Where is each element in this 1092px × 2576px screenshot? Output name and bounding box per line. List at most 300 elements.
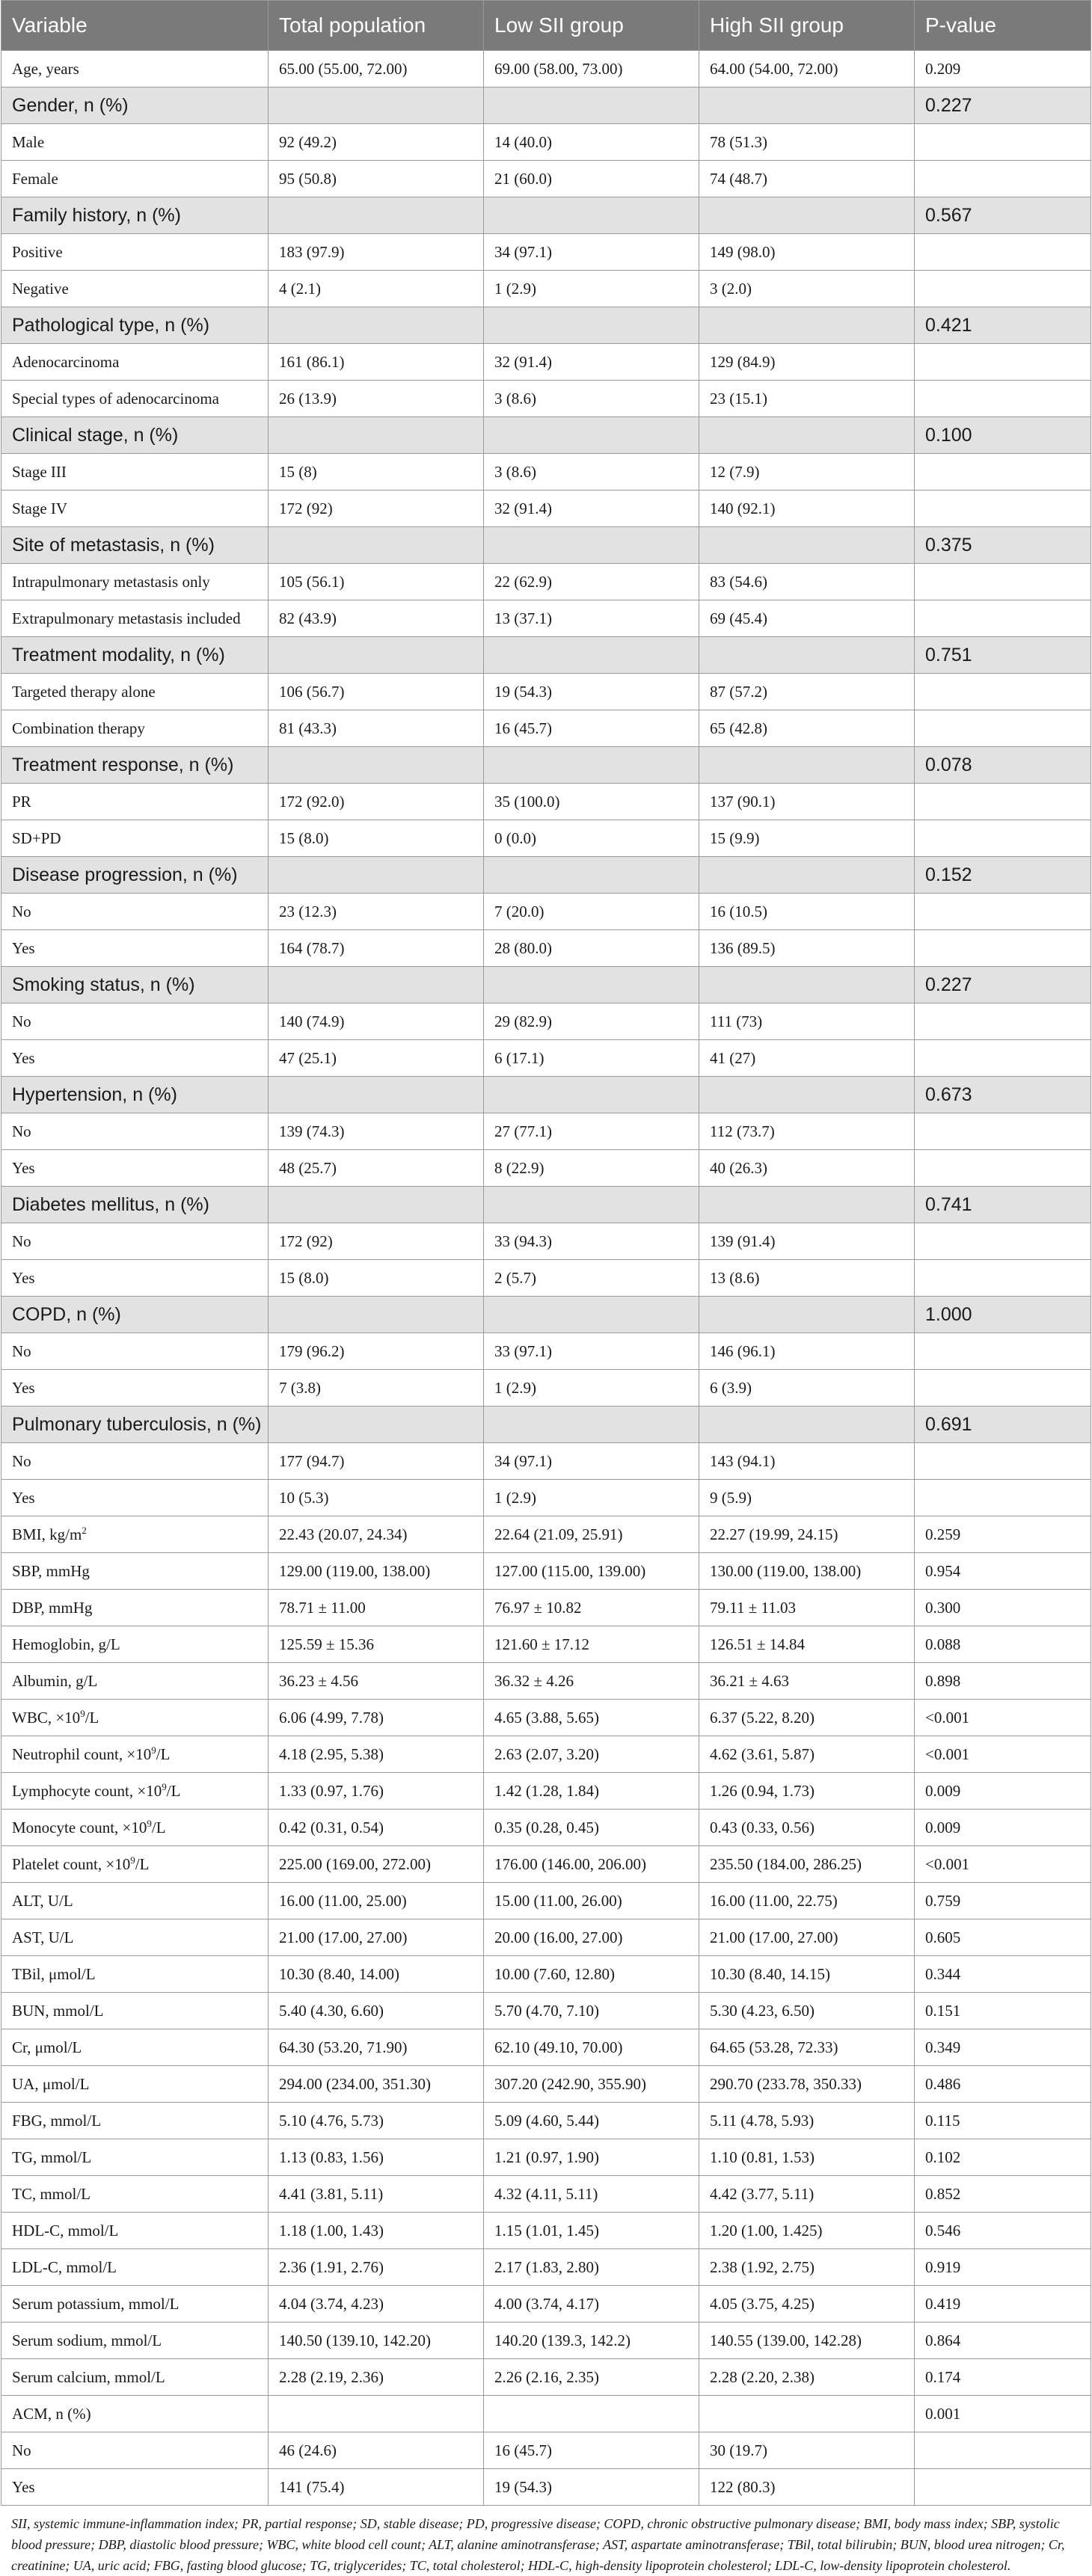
cell-total-population: 177 (94.7) <box>269 1443 484 1480</box>
cell-variable: Adenocarcinoma <box>1 344 269 381</box>
cell-total-population: 5.10 (4.76, 5.73) <box>269 2103 484 2139</box>
cell-high-sii: 30 (19.7) <box>699 2432 915 2469</box>
table-row <box>1 1260 1091 1297</box>
cell-total-population: 164 (78.7) <box>269 930 484 967</box>
cell-high-sii <box>699 637 915 674</box>
table-row <box>1 1810 1091 1846</box>
cell-high-sii: 126.51 ± 14.84 <box>699 1626 915 1663</box>
table-row <box>1 491 1091 527</box>
cell-low-sii: 3 (8.6) <box>484 381 699 417</box>
cell-high-sii: 40 (26.3) <box>699 1150 915 1187</box>
cell-total-population: 4.41 (3.81, 5.11) <box>269 2176 484 2213</box>
cell-total-population: 92 (49.2) <box>269 124 484 161</box>
cell-low-sii: 33 (97.1) <box>484 1333 699 1370</box>
cell-high-sii: 140 (92.1) <box>699 491 915 527</box>
cell-p-value <box>915 1150 1091 1187</box>
cell-low-sii: 0 (0.0) <box>484 820 699 857</box>
cell-p-value: 0.152 <box>915 857 1091 894</box>
cell-variable: Hypertension, n (%) <box>1 1077 269 1113</box>
table-row <box>1 1590 1091 1626</box>
cell-low-sii: 36.32 ± 4.26 <box>484 1663 699 1700</box>
cell-low-sii: 4.00 (3.74, 4.17) <box>484 2286 699 2323</box>
cell-low-sii <box>484 197 699 234</box>
cell-total-population <box>269 1407 484 1443</box>
cell-low-sii <box>484 1407 699 1443</box>
cell-high-sii: 146 (96.1) <box>699 1333 915 1370</box>
cell-variable: Serum sodium, mmol/L <box>1 2323 269 2359</box>
cell-total-population: 140 (74.9) <box>269 1003 484 1040</box>
table-row <box>1 2469 1091 2506</box>
cell-low-sii: 2.26 (2.16, 2.35) <box>484 2359 699 2396</box>
table-row <box>1 784 1091 820</box>
cell-variable: PR <box>1 784 269 820</box>
cell-variable: LDL-C, mmol/L <box>1 2249 269 2286</box>
cell-low-sii: 19 (54.3) <box>484 674 699 710</box>
cell-low-sii: 7 (20.0) <box>484 894 699 930</box>
cell-low-sii: 34 (97.1) <box>484 1443 699 1480</box>
cell-low-sii: 33 (94.3) <box>484 1223 699 1260</box>
cell-p-value <box>915 234 1091 271</box>
cell-p-value: 0.852 <box>915 2176 1091 2213</box>
table-row <box>1 51 1091 87</box>
cell-low-sii <box>484 2396 699 2432</box>
cell-variable: Male <box>1 124 269 161</box>
cell-high-sii: 149 (98.0) <box>699 234 915 271</box>
cell-high-sii: 79.11 ± 11.03 <box>699 1590 915 1626</box>
cell-variable: DBP, mmHg <box>1 1590 269 1626</box>
table-row <box>1 1223 1091 1260</box>
cell-p-value <box>915 1223 1091 1260</box>
cell-variable: Lymphocyte count, $\times 10^9/L$ <box>1 1773 269 1810</box>
cell-high-sii <box>699 197 915 234</box>
cell-variable: Negative <box>1 271 269 307</box>
cell-total-population <box>269 1297 484 1333</box>
cell-p-value: 0.344 <box>915 1956 1091 1993</box>
cell-variable: WBC, $\times 10^9/L$ <box>1 1700 269 1736</box>
cell-p-value <box>915 930 1091 967</box>
cell-high-sii: 13 (8.6) <box>699 1260 915 1297</box>
cell-p-value: 0.102 <box>915 2139 1091 2176</box>
cell-total-population: 1.18 (1.00, 1.43) <box>269 2213 484 2249</box>
cell-high-sii: 23 (15.1) <box>699 381 915 417</box>
cell-variable: Serum calcium, mmol/L <box>1 2359 269 2396</box>
cell-variable: Diabetes mellitus, n (%) <box>1 1187 269 1223</box>
cell-total-population <box>269 967 484 1003</box>
cell-p-value <box>915 1260 1091 1297</box>
cell-low-sii: 32 (91.4) <box>484 344 699 381</box>
cell-low-sii: 4.65 (3.88, 5.65) <box>484 1700 699 1736</box>
cell-variable: Yes <box>1 930 269 967</box>
cell-p-value: 0.001 <box>915 2396 1091 2432</box>
table-row <box>1 161 1091 197</box>
cell-variable: ACM, n (%) <box>1 2396 269 2432</box>
table-category-row <box>1 1077 1091 1113</box>
cell-high-sii: 64.65 (53.28, 72.33) <box>699 2029 915 2066</box>
table-row <box>1 1113 1091 1150</box>
cell-variable: Clinical stage, n (%) <box>1 417 269 454</box>
cell-p-value: 0.209 <box>915 51 1091 87</box>
cell-total-population: 10 (5.3) <box>269 1480 484 1516</box>
cell-total-population: 2.28 (2.19, 2.36) <box>269 2359 484 2396</box>
cell-p-value <box>915 1003 1091 1040</box>
cell-total-population <box>269 307 484 344</box>
cell-total-population: 81 (43.3) <box>269 710 484 747</box>
cell-high-sii: 4.62 (3.61, 5.87) <box>699 1736 915 1773</box>
cell-total-population: 15 (8.0) <box>269 820 484 857</box>
cell-low-sii: 1 (2.9) <box>484 1370 699 1407</box>
cell-variable: BMI, $kg/m^2$ <box>1 1516 269 1553</box>
cell-p-value <box>915 784 1091 820</box>
table-body <box>1 51 1091 2506</box>
cell-variable: Targeted therapy alone <box>1 674 269 710</box>
cell-high-sii: 22.27 (19.99, 24.15) <box>699 1516 915 1553</box>
cell-high-sii: 74 (48.7) <box>699 161 915 197</box>
cell-high-sii: 140.55 (139.00, 142.28) <box>699 2323 915 2359</box>
table-row <box>1 2103 1091 2139</box>
cell-high-sii <box>699 527 915 564</box>
header-variable: Variable <box>1 1 269 51</box>
cell-high-sii: 5.11 (4.78, 5.93) <box>699 2103 915 2139</box>
cell-low-sii: 307.20 (242.90, 355.90) <box>484 2066 699 2103</box>
cell-total-population <box>269 197 484 234</box>
cell-low-sii: 20.00 (16.00, 27.00) <box>484 1919 699 1956</box>
cell-low-sii: 1 (2.9) <box>484 1480 699 1516</box>
cell-p-value: 0.673 <box>915 1077 1091 1113</box>
cell-variable: FBG, mmol/L <box>1 2103 269 2139</box>
cell-high-sii: 1.26 (0.94, 1.73) <box>699 1773 915 1810</box>
table-category-row <box>1 857 1091 894</box>
cell-total-population: 1.33 (0.97, 1.76) <box>269 1773 484 1810</box>
cell-low-sii <box>484 1077 699 1113</box>
cell-variable: No <box>1 2432 269 2469</box>
table-row <box>1 1993 1091 2029</box>
cell-low-sii: 34 (97.1) <box>484 234 699 271</box>
cell-low-sii: 35 (100.0) <box>484 784 699 820</box>
cell-high-sii: 6.37 (5.22, 8.20) <box>699 1700 915 1736</box>
cell-p-value: 0.174 <box>915 2359 1091 2396</box>
cell-low-sii <box>484 417 699 454</box>
table-category-row <box>1 197 1091 234</box>
cell-low-sii: 22.64 (21.09, 25.91) <box>484 1516 699 1553</box>
cell-p-value: 0.227 <box>915 967 1091 1003</box>
cell-high-sii <box>699 1407 915 1443</box>
cell-p-value <box>915 2469 1091 2506</box>
table-row <box>1 1956 1091 1993</box>
cell-total-population: 5.40 (4.30, 6.60) <box>269 1993 484 2029</box>
cell-total-population: 139 (74.3) <box>269 1113 484 1150</box>
cell-total-population: 22.43 (20.07, 24.34) <box>269 1516 484 1553</box>
cell-low-sii: 28 (80.0) <box>484 930 699 967</box>
cell-p-value: 0.954 <box>915 1553 1091 1590</box>
table-category-row <box>1 1187 1091 1223</box>
cell-variable: Yes <box>1 1040 269 1077</box>
table-row <box>1 1370 1091 1407</box>
cell-total-population: 172 (92.0) <box>269 784 484 820</box>
cell-high-sii: 64.00 (54.00, 72.00) <box>699 51 915 87</box>
cell-low-sii: 32 (91.4) <box>484 491 699 527</box>
cell-high-sii: 5.30 (4.23, 6.50) <box>699 1993 915 2029</box>
cell-p-value: 0.227 <box>915 87 1091 124</box>
cell-high-sii: 78 (51.3) <box>699 124 915 161</box>
header-low-sii-group: Low SII group <box>484 1 699 51</box>
cell-low-sii: 14 (40.0) <box>484 124 699 161</box>
table-footnote: SII, systemic immune-inflammation index; PR, partial response; SD, stable disease; PD, progressive disease; COPD, chronic obstructive pulmonary disease; BMI, body mass index; SBP, systolic blood pressure; DBP, diastolic blood pressure; WBC, white blood cell count; ALT, alanine aminotransferase; AST, aspartate aminotransferase; TBil, total bilirubin; BUN, blood urea nitrogen; Cr, creatinine; UA, uric acid; FBG, fasting blood glucose; TG, triglycerides; TC, total cholesterol; HDL-C, high-density lipoprotein cholesterol; LDL-C, low-density lipoprotein cholesterol. <box>11 2516 1065 2573</box>
cell-total-population: 161 (86.1) <box>269 344 484 381</box>
table-row <box>1 1516 1091 1553</box>
cell-p-value: 0.259 <box>915 1516 1091 1553</box>
cell-low-sii: 15.00 (11.00, 26.00) <box>484 1883 699 1919</box>
cell-p-value: <0.001 <box>915 1846 1091 1883</box>
table-category-row <box>1 417 1091 454</box>
table-category-row <box>1 87 1091 124</box>
cell-variable: Disease progression, n (%) <box>1 857 269 894</box>
cell-total-population: 105 (56.1) <box>269 564 484 600</box>
cell-p-value: 0.009 <box>915 1810 1091 1846</box>
header-p-value: P-value <box>915 1 1091 51</box>
table-row <box>1 1736 1091 1773</box>
table-row <box>1 2432 1091 2469</box>
cell-variable: ALT, U/L <box>1 1883 269 1919</box>
cell-total-population: 1.13 (0.83, 1.56) <box>269 2139 484 2176</box>
cell-total-population <box>269 87 484 124</box>
cell-low-sii: 69.00 (58.00, 73.00) <box>484 51 699 87</box>
cell-p-value <box>915 2432 1091 2469</box>
cell-low-sii <box>484 637 699 674</box>
cell-low-sii: 2.63 (2.07, 3.20) <box>484 1736 699 1773</box>
cell-high-sii: 130.00 (119.00, 138.00) <box>699 1553 915 1590</box>
cell-total-population: 23 (12.3) <box>269 894 484 930</box>
cell-high-sii: 112 (73.7) <box>699 1113 915 1150</box>
cell-p-value <box>915 271 1091 307</box>
cell-variable: Serum potassium, mmol/L <box>1 2286 269 2323</box>
cell-low-sii: 140.20 (139.3, 142.2) <box>484 2323 699 2359</box>
cell-total-population <box>269 527 484 564</box>
cell-high-sii: 136 (89.5) <box>699 930 915 967</box>
cell-low-sii <box>484 967 699 1003</box>
cell-high-sii: 12 (7.9) <box>699 454 915 491</box>
cell-high-sii: 4.05 (3.75, 4.25) <box>699 2286 915 2323</box>
cell-p-value: 0.605 <box>915 1919 1091 1956</box>
cell-total-population <box>269 747 484 784</box>
table-header-row <box>1 1 1091 51</box>
cell-low-sii: 127.00 (115.00, 139.00) <box>484 1553 699 1590</box>
cell-p-value: 0.088 <box>915 1626 1091 1663</box>
table-row <box>1 1883 1091 1919</box>
table-row <box>1 344 1091 381</box>
cell-p-value: 0.115 <box>915 2103 1091 2139</box>
cell-high-sii: 87 (57.2) <box>699 674 915 710</box>
cell-low-sii <box>484 527 699 564</box>
table-category-row <box>1 527 1091 564</box>
cell-total-population <box>269 417 484 454</box>
baseline-characteristics-table <box>1 0 1091 2506</box>
cell-low-sii <box>484 857 699 894</box>
cell-variable: Special types of adenocarcinoma <box>1 381 269 417</box>
table-row <box>1 1773 1091 1810</box>
cell-total-population: 46 (24.6) <box>269 2432 484 2469</box>
cell-low-sii: 8 (22.9) <box>484 1150 699 1187</box>
cell-high-sii: 122 (80.3) <box>699 2469 915 2506</box>
cell-high-sii <box>699 747 915 784</box>
cell-p-value <box>915 124 1091 161</box>
table-row <box>1 1919 1091 1956</box>
cell-low-sii <box>484 307 699 344</box>
cell-variable: TBil, μmol/L <box>1 1956 269 1993</box>
cell-variable: No <box>1 894 269 930</box>
cell-total-population: 82 (43.9) <box>269 600 484 637</box>
cell-high-sii: 69 (45.4) <box>699 600 915 637</box>
cell-p-value: 0.100 <box>915 417 1091 454</box>
cell-high-sii <box>699 967 915 1003</box>
cell-low-sii: 5.09 (4.60, 5.44) <box>484 2103 699 2139</box>
cell-total-population: 95 (50.8) <box>269 161 484 197</box>
cell-p-value: 0.375 <box>915 527 1091 564</box>
header-high-sii-group: High SII group <box>699 1 915 51</box>
cell-variable: Intrapulmonary metastasis only <box>1 564 269 600</box>
cell-p-value: 0.919 <box>915 2249 1091 2286</box>
table-row <box>1 2139 1091 2176</box>
cell-variable: Treatment response, n (%) <box>1 747 269 784</box>
cell-high-sii: 129 (84.9) <box>699 344 915 381</box>
cell-low-sii: 29 (82.9) <box>484 1003 699 1040</box>
cell-total-population: 10.30 (8.40, 14.00) <box>269 1956 484 1993</box>
cell-variable: Neutrophil count, $\times 10^9/L$ <box>1 1736 269 1773</box>
table-row <box>1 2029 1091 2066</box>
cell-total-population: 4.04 (3.74, 4.23) <box>269 2286 484 2323</box>
table-row <box>1 2176 1091 2213</box>
table-row <box>1 1040 1091 1077</box>
cell-high-sii: 36.21 ± 4.63 <box>699 1663 915 1700</box>
cell-variable: Positive <box>1 234 269 271</box>
cell-low-sii: 21 (60.0) <box>484 161 699 197</box>
cell-p-value: 0.078 <box>915 747 1091 784</box>
cell-low-sii: 19 (54.3) <box>484 2469 699 2506</box>
table-category-row <box>1 1407 1091 1443</box>
table-row <box>1 564 1091 600</box>
cell-low-sii: 27 (77.1) <box>484 1113 699 1150</box>
cell-high-sii: 290.70 (233.78, 350.33) <box>699 2066 915 2103</box>
cell-variable: BUN, mmol/L <box>1 1993 269 2029</box>
table-category-row <box>1 637 1091 674</box>
cell-high-sii: 9 (5.9) <box>699 1480 915 1516</box>
table-category-row <box>1 747 1091 784</box>
cell-p-value: 1.000 <box>915 1297 1091 1333</box>
cell-total-population: 15 (8) <box>269 454 484 491</box>
cell-total-population: 172 (92) <box>269 1223 484 1260</box>
cell-low-sii: 2.17 (1.83, 2.80) <box>484 2249 699 2286</box>
cell-variable: COPD, n (%) <box>1 1297 269 1333</box>
cell-high-sii: 10.30 (8.40, 14.15) <box>699 1956 915 1993</box>
table-row <box>1 2396 1091 2432</box>
cell-p-value <box>915 161 1091 197</box>
cell-variable: Gender, n (%) <box>1 87 269 124</box>
cell-p-value: <0.001 <box>915 1700 1091 1736</box>
cell-variable: SD+PD <box>1 820 269 857</box>
table-row <box>1 381 1091 417</box>
cell-p-value <box>915 1443 1091 1480</box>
cell-variable: Extrapulmonary metastasis included <box>1 600 269 637</box>
cell-p-value <box>915 564 1091 600</box>
cell-low-sii <box>484 747 699 784</box>
cell-high-sii: 83 (54.6) <box>699 564 915 600</box>
table-row <box>1 1700 1091 1736</box>
cell-low-sii <box>484 1187 699 1223</box>
cell-low-sii: 0.35 (0.28, 0.45) <box>484 1810 699 1846</box>
table-row <box>1 820 1091 857</box>
table-row <box>1 454 1091 491</box>
cell-low-sii: 1.15 (1.01, 1.45) <box>484 2213 699 2249</box>
cell-high-sii: 3 (2.0) <box>699 271 915 307</box>
cell-p-value: 0.419 <box>915 2286 1091 2323</box>
table-row <box>1 1003 1091 1040</box>
cell-total-population: 47 (25.1) <box>269 1040 484 1077</box>
cell-p-value <box>915 1370 1091 1407</box>
cell-p-value <box>915 820 1091 857</box>
cell-total-population: 48 (25.7) <box>269 1150 484 1187</box>
cell-p-value: 0.751 <box>915 637 1091 674</box>
cell-high-sii: 65 (42.8) <box>699 710 915 747</box>
cell-variable: Yes <box>1 1480 269 1516</box>
cell-total-population: 141 (75.4) <box>269 2469 484 2506</box>
cell-p-value <box>915 894 1091 930</box>
cell-high-sii <box>699 857 915 894</box>
cell-high-sii: 6 (3.9) <box>699 1370 915 1407</box>
cell-p-value <box>915 674 1091 710</box>
cell-low-sii: 176.00 (146.00, 206.00) <box>484 1846 699 1883</box>
cell-low-sii <box>484 1297 699 1333</box>
table-row <box>1 930 1091 967</box>
cell-high-sii: 41 (27) <box>699 1040 915 1077</box>
cell-variable: Family history, n (%) <box>1 197 269 234</box>
cell-low-sii: 16 (45.7) <box>484 710 699 747</box>
table-row <box>1 1150 1091 1187</box>
cell-variable: Treatment modality, n (%) <box>1 637 269 674</box>
cell-variable: Cr, μmol/L <box>1 2029 269 2066</box>
cell-p-value: 0.486 <box>915 2066 1091 2103</box>
table-row <box>1 1443 1091 1480</box>
cell-p-value: 0.349 <box>915 2029 1091 2066</box>
table-row <box>1 271 1091 307</box>
cell-total-population <box>269 1187 484 1223</box>
table-row <box>1 1553 1091 1590</box>
cell-low-sii: 3 (8.6) <box>484 454 699 491</box>
cell-p-value <box>915 1333 1091 1370</box>
cell-total-population: 179 (96.2) <box>269 1333 484 1370</box>
cell-total-population: 15 (8.0) <box>269 1260 484 1297</box>
cell-total-population <box>269 857 484 894</box>
cell-high-sii <box>699 417 915 454</box>
table-row <box>1 1846 1091 1883</box>
cell-p-value: <0.001 <box>915 1736 1091 1773</box>
cell-high-sii <box>699 307 915 344</box>
cell-p-value <box>915 381 1091 417</box>
cell-p-value: 0.009 <box>915 1773 1091 1810</box>
table-row <box>1 2213 1091 2249</box>
cell-high-sii: 111 (73) <box>699 1003 915 1040</box>
cell-total-population: 294.00 (234.00, 351.30) <box>269 2066 484 2103</box>
cell-p-value <box>915 1113 1091 1150</box>
cell-low-sii: 121.60 ± 17.12 <box>484 1626 699 1663</box>
cell-p-value <box>915 1040 1091 1077</box>
cell-variable: Combination therapy <box>1 710 269 747</box>
cell-variable: SBP, mmHg <box>1 1553 269 1590</box>
cell-high-sii: 1.10 (0.81, 1.53) <box>699 2139 915 2176</box>
cell-p-value: 0.864 <box>915 2323 1091 2359</box>
cell-total-population: 172 (92) <box>269 491 484 527</box>
cell-p-value <box>915 710 1091 747</box>
table-row <box>1 600 1091 637</box>
table-row <box>1 234 1091 271</box>
